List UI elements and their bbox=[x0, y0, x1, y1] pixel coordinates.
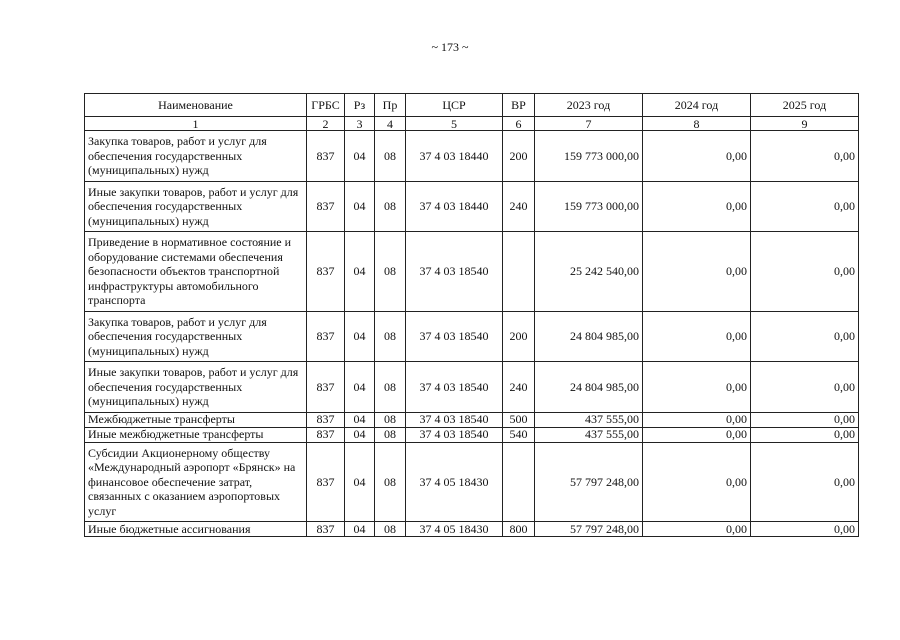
table-row bbox=[85, 522, 859, 537]
cell-pr: 08 bbox=[375, 427, 406, 442]
header-2025: 2025 год bbox=[751, 94, 859, 117]
header-grbs: ГРБС bbox=[307, 94, 345, 117]
table-row bbox=[85, 362, 859, 413]
table-row bbox=[85, 232, 859, 312]
cell-vr: 800 bbox=[503, 522, 535, 537]
cell-csr: 37 4 03 18540 bbox=[406, 362, 503, 413]
cell-grbs: 837 bbox=[307, 232, 345, 312]
column-number: 8 bbox=[643, 117, 751, 131]
cell-2023: 159 773 000,00 bbox=[535, 181, 643, 232]
table-row bbox=[85, 311, 859, 362]
cell-2023: 437 555,00 bbox=[535, 412, 643, 427]
cell-2025: 0,00 bbox=[751, 442, 859, 522]
cell-vr: 240 bbox=[503, 362, 535, 413]
budget-table bbox=[84, 93, 859, 537]
cell-2023: 159 773 000,00 bbox=[535, 131, 643, 182]
cell-vr: 200 bbox=[503, 131, 535, 182]
cell-2024: 0,00 bbox=[643, 442, 751, 522]
cell-pr: 08 bbox=[375, 412, 406, 427]
cell-grbs: 837 bbox=[307, 522, 345, 537]
header-2023: 2023 год bbox=[535, 94, 643, 117]
cell-pr: 08 bbox=[375, 362, 406, 413]
cell-pr: 08 bbox=[375, 522, 406, 537]
header-csr: ЦСР bbox=[406, 94, 503, 117]
column-number: 6 bbox=[503, 117, 535, 131]
cell-pr: 08 bbox=[375, 131, 406, 182]
cell-2025: 0,00 bbox=[751, 181, 859, 232]
cell-grbs: 837 bbox=[307, 442, 345, 522]
header-vr: ВР bbox=[503, 94, 535, 117]
cell-grbs: 837 bbox=[307, 362, 345, 413]
column-number: 5 bbox=[406, 117, 503, 131]
header-2024: 2024 год bbox=[643, 94, 751, 117]
cell-2025: 0,00 bbox=[751, 522, 859, 537]
cell-csr: 37 4 05 18430 bbox=[406, 522, 503, 537]
cell-vr: 500 bbox=[503, 412, 535, 427]
cell-vr: 240 bbox=[503, 181, 535, 232]
cell-name: Субсидии Акционерному обществу «Международный аэропорт «Брянск» на финансовое обеспечение затрат, связанных с оказанием аэропортовых услуг bbox=[85, 442, 307, 522]
column-number-row bbox=[85, 117, 859, 131]
cell-rz: 04 bbox=[345, 522, 375, 537]
table-row bbox=[85, 412, 859, 427]
header-row bbox=[85, 94, 859, 117]
cell-grbs: 837 bbox=[307, 427, 345, 442]
cell-2024: 0,00 bbox=[643, 131, 751, 182]
table-row bbox=[85, 131, 859, 182]
cell-rz: 04 bbox=[345, 442, 375, 522]
column-number: 3 bbox=[345, 117, 375, 131]
cell-name: Иные закупки товаров, работ и услуг для обеспечения государственных (муниципальных) нужд bbox=[85, 181, 307, 232]
cell-2024: 0,00 bbox=[643, 232, 751, 312]
cell-name: Иные межбюджетные трансферты bbox=[85, 427, 307, 442]
cell-2023: 24 804 985,00 bbox=[535, 362, 643, 413]
cell-grbs: 837 bbox=[307, 131, 345, 182]
cell-2023: 437 555,00 bbox=[535, 427, 643, 442]
cell-pr: 08 bbox=[375, 232, 406, 312]
page-number: ~ 173 ~ bbox=[431, 40, 469, 54]
table-row bbox=[85, 442, 859, 522]
header-pr: Пр bbox=[375, 94, 406, 117]
cell-name: Иные бюджетные ассигнования bbox=[85, 522, 307, 537]
cell-csr: 37 4 03 18540 bbox=[406, 412, 503, 427]
cell-2025: 0,00 bbox=[751, 232, 859, 312]
cell-csr: 37 4 05 18430 bbox=[406, 442, 503, 522]
table-row bbox=[85, 427, 859, 442]
cell-grbs: 837 bbox=[307, 311, 345, 362]
cell-name: Закупка товаров, работ и услуг для обеспечения государственных (муниципальных) нужд bbox=[85, 311, 307, 362]
cell-2024: 0,00 bbox=[643, 427, 751, 442]
cell-rz: 04 bbox=[345, 362, 375, 413]
cell-2024: 0,00 bbox=[643, 311, 751, 362]
cell-vr bbox=[503, 232, 535, 312]
cell-pr: 08 bbox=[375, 181, 406, 232]
column-number: 4 bbox=[375, 117, 406, 131]
cell-name: Приведение в нормативное состояние и оборудование системами обеспечения безопасности объектов транспортной инфраструктуры автомобильного транспорта bbox=[85, 232, 307, 312]
cell-2024: 0,00 bbox=[643, 181, 751, 232]
cell-csr: 37 4 03 18440 bbox=[406, 131, 503, 182]
column-number: 1 bbox=[85, 117, 307, 131]
cell-2025: 0,00 bbox=[751, 412, 859, 427]
cell-name: Иные закупки товаров, работ и услуг для обеспечения государственных (муниципальных) нужд bbox=[85, 362, 307, 413]
cell-2025: 0,00 bbox=[751, 311, 859, 362]
cell-2023: 25 242 540,00 bbox=[535, 232, 643, 312]
table-row bbox=[85, 181, 859, 232]
cell-vr: 200 bbox=[503, 311, 535, 362]
cell-rz: 04 bbox=[345, 412, 375, 427]
cell-name: Закупка товаров, работ и услуг для обеспечения государственных (муниципальных) нужд bbox=[85, 131, 307, 182]
cell-vr: 540 bbox=[503, 427, 535, 442]
cell-pr: 08 bbox=[375, 311, 406, 362]
cell-2023: 24 804 985,00 bbox=[535, 311, 643, 362]
cell-grbs: 837 bbox=[307, 412, 345, 427]
header-name: Наименование bbox=[85, 94, 307, 117]
column-number: 2 bbox=[307, 117, 345, 131]
cell-2023: 57 797 248,00 bbox=[535, 522, 643, 537]
cell-grbs: 837 bbox=[307, 181, 345, 232]
column-number: 9 bbox=[751, 117, 859, 131]
column-number: 7 bbox=[535, 117, 643, 131]
cell-2024: 0,00 bbox=[643, 522, 751, 537]
cell-rz: 04 bbox=[345, 232, 375, 312]
cell-rz: 04 bbox=[345, 131, 375, 182]
cell-csr: 37 4 03 18440 bbox=[406, 181, 503, 232]
cell-name: Межбюджетные трансферты bbox=[85, 412, 307, 427]
cell-2024: 0,00 bbox=[643, 412, 751, 427]
cell-pr: 08 bbox=[375, 442, 406, 522]
header-rz: Рз bbox=[345, 94, 375, 117]
cell-vr bbox=[503, 442, 535, 522]
cell-2023: 57 797 248,00 bbox=[535, 442, 643, 522]
cell-2024: 0,00 bbox=[643, 362, 751, 413]
cell-2025: 0,00 bbox=[751, 362, 859, 413]
cell-2025: 0,00 bbox=[751, 427, 859, 442]
cell-rz: 04 bbox=[345, 311, 375, 362]
cell-rz: 04 bbox=[345, 427, 375, 442]
cell-csr: 37 4 03 18540 bbox=[406, 311, 503, 362]
cell-rz: 04 bbox=[345, 181, 375, 232]
cell-csr: 37 4 03 18540 bbox=[406, 427, 503, 442]
cell-2025: 0,00 bbox=[751, 131, 859, 182]
cell-csr: 37 4 03 18540 bbox=[406, 232, 503, 312]
